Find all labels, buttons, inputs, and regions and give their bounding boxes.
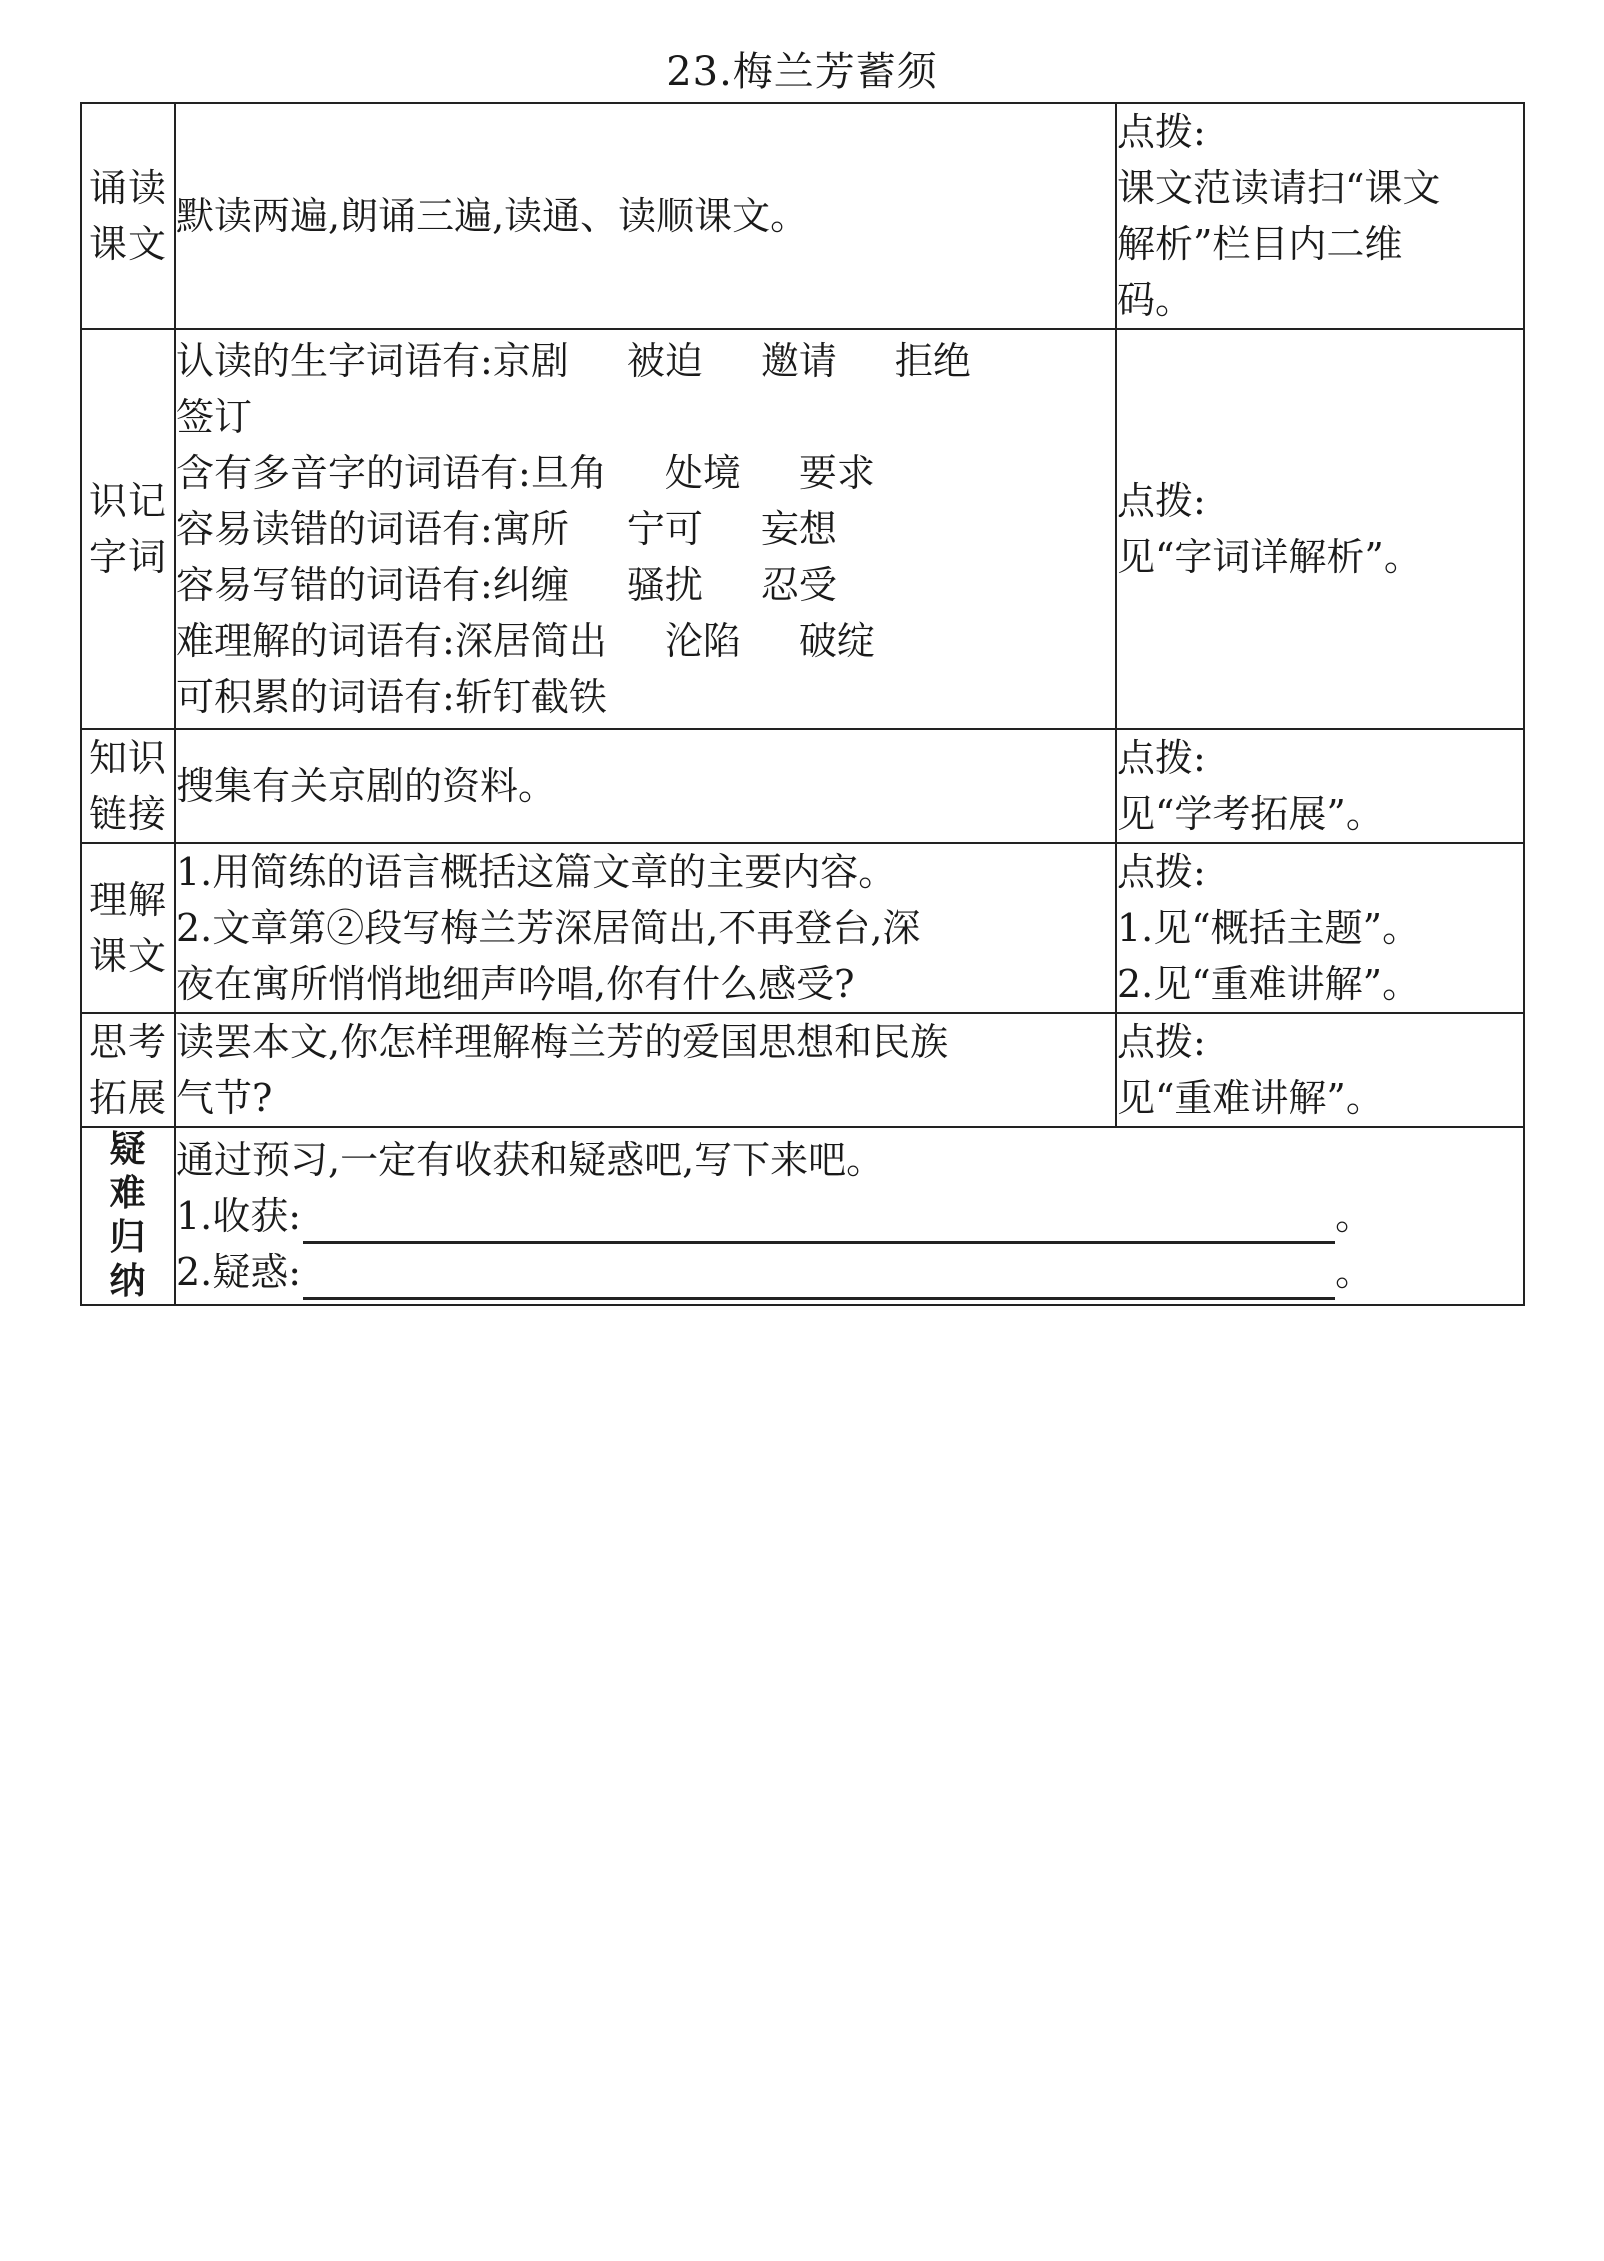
reading-tip <box>1116 103 1524 329</box>
understanding-tip <box>1116 843 1524 1013</box>
tip-heading: 点拨: <box>1117 479 1206 523</box>
tip-line: 见“字词详解析”。 <box>1117 535 1422 579</box>
harvest-line <box>176 1188 1523 1244</box>
tip-line: 2.见“重难讲解”。 <box>1117 962 1421 1006</box>
harvest-label: 1.收获: <box>176 1194 302 1238</box>
question-line: 2.文章第②段写梅兰芳深居简出,不再登台,深 <box>176 906 921 950</box>
words-line: 认读的生字词语有:京剧 被迫 邀请 拒绝 <box>176 339 971 383</box>
knowledge-task <box>175 729 1116 843</box>
words-line: 可积累的词语有:斩钉截铁 <box>176 675 607 719</box>
harvest-blank[interactable] <box>303 1197 1335 1244</box>
words-line: 容易写错的词语有:纠缠 骚扰 忍受 <box>176 563 837 607</box>
row-thinking <box>81 1013 1524 1127</box>
knowledge-tip <box>1116 729 1524 843</box>
words-list <box>175 329 1116 729</box>
tip-heading: 点拨: <box>1117 736 1206 780</box>
words-line: 含有多音字的词语有:旦角 处境 要求 <box>176 451 875 495</box>
row-label-reading: 诵读 课文 <box>81 103 175 329</box>
knowledge-task-text: 搜集有关京剧的资料。 <box>176 764 557 808</box>
page-title: 23.梅兰芳蓄须 <box>666 49 938 95</box>
summary-intro: 通过预习,一定有收获和疑惑吧,写下来吧。 <box>176 1138 885 1182</box>
tip-line: 见“重难讲解”。 <box>1117 1076 1384 1120</box>
words-line: 签订 <box>176 395 253 439</box>
reading-task <box>175 103 1116 329</box>
question-line: 夜在寓所悄悄地细声吟唱,你有什么感受? <box>176 962 855 1006</box>
tip-heading: 点拨: <box>1117 110 1206 154</box>
end-mark: 。 <box>1335 1194 1374 1238</box>
row-understanding <box>81 843 1524 1013</box>
row-knowledge <box>81 729 1524 843</box>
row-words <box>81 329 1524 729</box>
doubt-label: 2.疑惑: <box>176 1250 302 1294</box>
row-label-thinking: 思考 拓展 <box>81 1013 175 1127</box>
summary-fill-area <box>175 1127 1524 1305</box>
preview-table <box>80 102 1525 1306</box>
words-line: 容易读错的词语有:寓所 宁可 妄想 <box>176 507 837 551</box>
row-label-knowledge: 知识 链接 <box>81 729 175 843</box>
tip-line: 课文范读请扫“课文 <box>1117 166 1441 210</box>
question-line: 气节? <box>176 1076 273 1120</box>
row-label-words: 识记 字词 <box>81 329 175 729</box>
words-line: 难理解的词语有:深居简出 沦陷 破绽 <box>176 619 875 663</box>
question-line: 1.用简练的语言概括这篇文章的主要内容。 <box>176 850 897 894</box>
end-mark: 。 <box>1335 1250 1374 1294</box>
row-label-understanding: 理解 课文 <box>81 843 175 1013</box>
tip-heading: 点拨: <box>1117 1020 1206 1064</box>
tip-line: 见“学考拓展”。 <box>1117 792 1384 836</box>
understanding-questions <box>175 843 1116 1013</box>
reading-task-text: 默读两遍,朗诵三遍,读通、读顺课文。 <box>176 194 809 238</box>
row-reading <box>81 103 1524 329</box>
row-label-summary: 疑 难 归 纳 <box>81 1127 175 1305</box>
tip-line: 解析”栏目内二维 <box>1117 222 1403 266</box>
thinking-tip <box>1116 1013 1524 1127</box>
tip-heading: 点拨: <box>1117 850 1206 894</box>
doubt-line <box>176 1244 1523 1300</box>
question-line: 读罢本文,你怎样理解梅兰芳的爱国思想和民族 <box>176 1020 949 1064</box>
row-summary <box>81 1127 1524 1305</box>
words-tip <box>1116 329 1524 729</box>
tip-line: 1.见“概括主题”。 <box>1117 906 1421 950</box>
thinking-question <box>175 1013 1116 1127</box>
doubt-blank[interactable] <box>303 1253 1335 1300</box>
tip-line: 码。 <box>1117 278 1194 322</box>
